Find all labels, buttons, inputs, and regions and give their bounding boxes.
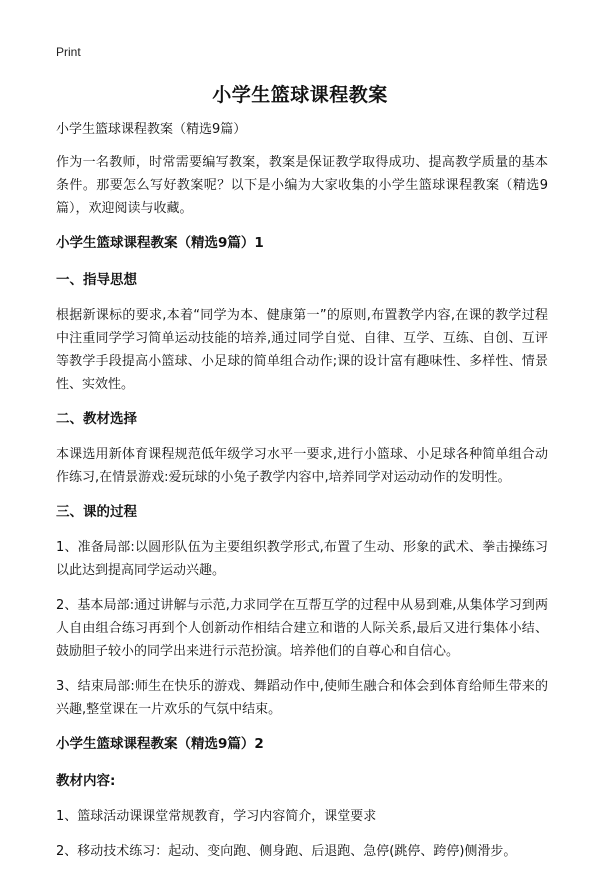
- paragraph-process-2: 2、基本局部:通过讲解与示范,力求同学在互帮互学的过程中从易到难,从集体学习到两人自由组合练习再到个人创新动作相结合建立和谐的人际关系,最后又进行集体小结、鼓励胆子较小的同学出来进行示范扮演。培养他们的自尊心和自信心。: [56, 598, 548, 659]
- page-title: 小学生篮球课程教案: [212, 84, 388, 106]
- paragraph-content-1: 1、篮球活动课课堂常规教育，学习内容简介，课堂要求: [56, 809, 377, 824]
- paragraph-material-selection: 本课选用新体育课程规范低年级学习水平一要求,进行小篮球、小足球各种简单组合动作练习,在情景游戏:爱玩球的小兔子教学内容中,培养同学对运动动作的发明性。: [56, 447, 548, 485]
- paragraph-guiding-thought: 根据新课标的要求,本着“同学为本、健康第一”的原则,布置教学内容,在课的教学过程中注重同学学习简单运动技能的培养,通过同学自觉、自律、互学、互练、自创、互评等教学手段提高小篮球、小足球的简单组合动作;课的设计富有趣味性、多样性、情景性、实效性。: [56, 308, 548, 392]
- heading-lesson-process: 三、课的过程: [56, 504, 137, 520]
- section-1-title: 小学生篮球课程教案（精选9篇）1: [56, 235, 264, 251]
- article-subtitle: 小学生篮球课程教案（精选9篇）: [56, 122, 247, 137]
- heading-teaching-content: 教材内容:: [56, 773, 116, 789]
- heading-material-selection: 二、教材选择: [56, 411, 137, 427]
- paragraph-process-1: 1、准备局部:以圆形队伍为主要组织教学形式,布置了生动、形象的武术、拳击操练习以此达到提高同学运动兴趣。: [56, 540, 548, 578]
- heading-guiding-thought: 一、指导思想: [56, 272, 137, 288]
- intro-paragraph: 作为一名教师，时常需要编写教案，教案是保证教学取得成功、提高教学质量的基本条件。那要怎么写好教案呢？以下是小编为大家收集的小学生篮球课程教案（精选9篇），欢迎阅读与收藏。: [56, 155, 548, 216]
- paragraph-content-2: 2、移动技术练习：起动、变向跑、侧身跑、后退跑、急停(跳停、跨停)侧滑步。: [56, 844, 517, 859]
- paragraph-process-3: 3、结束局部:师生在快乐的游戏、舞蹈动作中,使师生融合和体会到体育给师生带来的兴趣,整堂课在一片欢乐的气氛中结束。: [56, 679, 548, 717]
- print-link[interactable]: Print: [56, 45, 81, 59]
- article-body: [56, 118, 548, 875]
- section-2-title: 小学生篮球课程教案（精选9篇）2: [56, 736, 264, 752]
